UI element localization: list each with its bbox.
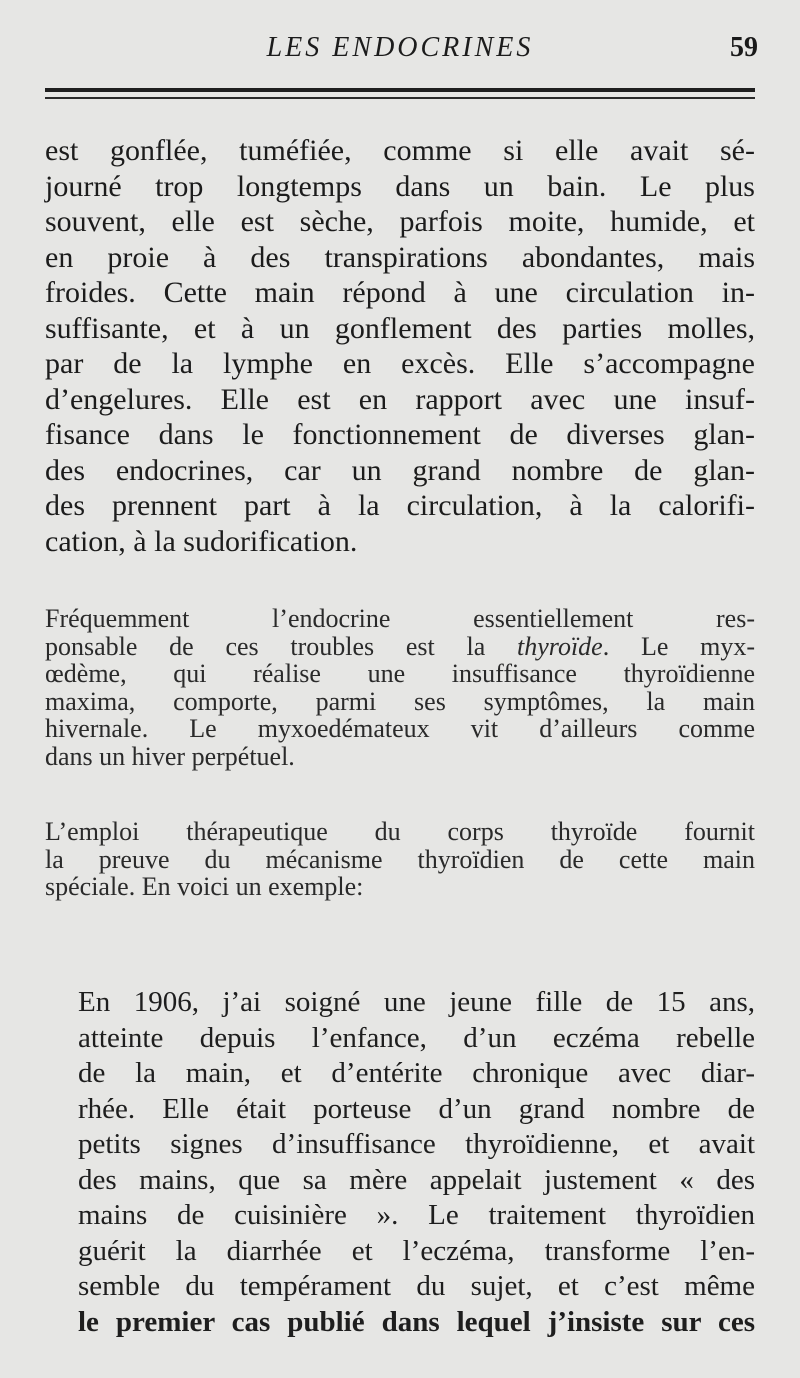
running-header: [45, 28, 758, 72]
text-line: guérit la diarrhée et l’eczéma, transforme l’en-: [78, 1234, 755, 1267]
text-line: spéciale. En voici un exemple:: [45, 872, 364, 901]
text-line: la preuve du mécanisme thyroïdien de cette main: [45, 844, 755, 874]
header-rule-thick: [45, 88, 755, 92]
text-line: des endocrines, car un grand nombre de glan-: [45, 453, 755, 487]
text-line: par de la lymphe en excès. Elle s’accompagne: [45, 347, 755, 380]
text-line: dans un hiver perpétuel.: [45, 741, 295, 771]
text-line: En 1906, j’ai soigné une jeune fille de 15 ans,: [78, 986, 755, 1018]
text-line: fisance dans le fonctionnement de diverses glan-: [45, 418, 755, 451]
text-line: suffisante, et à un gonflement des parties molles,: [45, 311, 755, 345]
paragraph-thyroid-cause: [45, 605, 755, 770]
text-line: journé trop longtemps dans un bain. Le plus: [45, 169, 755, 203]
text-line: d’engelures. Elle est en rapport avec une insuf-: [45, 382, 755, 416]
text-line: atteinte depuis l’enfance, d’un eczéma rebelle: [78, 1021, 755, 1054]
text-line: est gonflée, tuméfiée, comme si elle avait sé-: [45, 134, 755, 167]
text-line: œdème, qui réalise une insuffisance thyroïdienne: [45, 659, 755, 688]
text-line: en proie à des transpirations abondantes, mais: [45, 240, 755, 274]
text-line: souvent, elle est sèche, parfois moite, humide, et: [45, 205, 755, 238]
text-line: L’emploi thérapeutique du corps thyroïde fournit: [45, 817, 755, 846]
text-line: cation, à la sudorification.: [45, 524, 358, 558]
paragraph-hand-description: [45, 133, 755, 559]
text-fragment: . Le myx-: [602, 631, 756, 661]
text-line: froides. Cette main répond à une circulation in-: [45, 276, 755, 309]
text-line: hivernale. Le myxoedémateux vit d’ailleurs comme: [45, 714, 755, 743]
text-line: semble du tempérament du sujet, et c’est même: [78, 1270, 755, 1302]
text-line: des prennent part à la circulation, à la calorifi-: [45, 489, 755, 522]
header-rule-thin: [45, 97, 755, 99]
text-fragment: ponsable de ces troubles est la: [45, 631, 486, 661]
text-line: des mains, que sa mère appelait justement « des: [78, 1163, 755, 1196]
paragraph-therapeutic-use: [45, 818, 755, 901]
text-line: petits signes d’insuffisance thyroïdienne, et avait: [78, 1128, 755, 1160]
emphasis-thyroide: thyroïde: [517, 631, 603, 661]
paragraph-case-example: [45, 985, 755, 1340]
text-line: de la main, et d’entérite chronique avec diar-: [78, 1057, 755, 1089]
text-line: maxima, comporte, parmi ses symptômes, la main: [45, 686, 755, 716]
running-title: LES ENDOCRINES: [266, 32, 534, 63]
text-line-with-emphasis: [45, 633, 755, 661]
page-number: 59: [730, 32, 758, 63]
text-line: mains de cuisinière ». Le traitement thyroïdien: [78, 1199, 755, 1231]
text-line: Fréquemment l’endocrine essentiellement res-: [45, 604, 755, 633]
text-line: rhée. Elle était porteuse d’un grand nombre de: [78, 1092, 755, 1125]
text-line: le premier cas publié dans lequel j’insiste sur ces: [78, 1305, 755, 1338]
